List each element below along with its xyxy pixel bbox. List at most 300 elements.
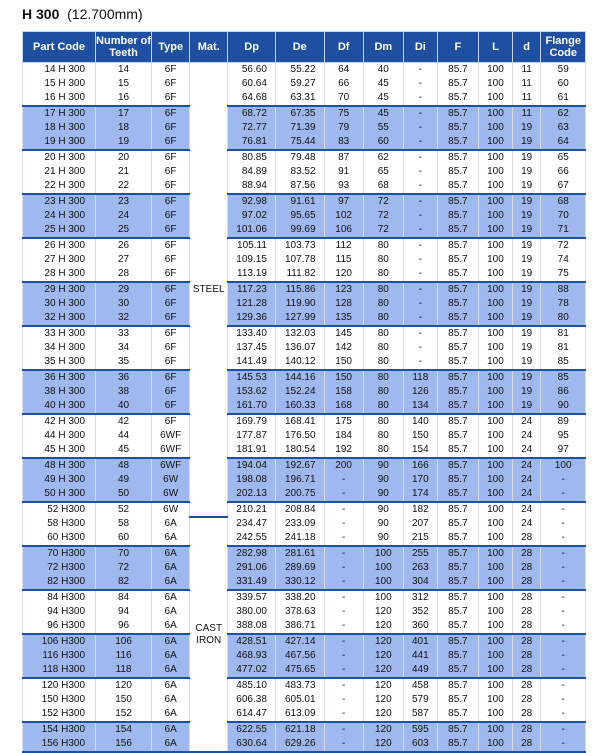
flange-code-cell: - xyxy=(541,737,586,751)
di-cell: 154 xyxy=(403,443,437,458)
dp-cell: 331.49 xyxy=(228,575,276,590)
page-title xyxy=(22,5,143,23)
f-cell: 85.7 xyxy=(437,546,478,561)
table-row xyxy=(23,326,586,341)
de-cell: 427.14 xyxy=(275,634,324,649)
d-cell: 19 xyxy=(512,121,541,135)
part-code-cell: 84 H300 xyxy=(23,590,96,605)
f-cell: 85.7 xyxy=(437,473,478,487)
df-cell: 70 xyxy=(324,91,363,106)
part-code-cell: 20 H 300 xyxy=(23,150,96,165)
table-row xyxy=(23,399,586,414)
col-header: F xyxy=(437,32,478,63)
de-cell: 95.65 xyxy=(275,209,324,223)
l-cell: 100 xyxy=(479,619,513,634)
df-cell: 75 xyxy=(324,106,363,121)
di-cell: 126 xyxy=(403,385,437,399)
d-cell: 19 xyxy=(512,282,541,297)
di-cell: 140 xyxy=(403,414,437,429)
dp-cell: 129.36 xyxy=(228,311,276,326)
dm-cell: 90 xyxy=(363,531,403,546)
teeth-cell: 17 xyxy=(96,106,152,121)
col-header: L xyxy=(479,32,513,63)
df-cell: 112 xyxy=(324,238,363,253)
dp-cell: 614.47 xyxy=(228,707,276,722)
d-cell: 19 xyxy=(512,179,541,194)
l-cell: 100 xyxy=(479,63,513,78)
d-cell: 28 xyxy=(512,546,541,561)
part-code-cell: 106 H300 xyxy=(23,634,96,649)
df-cell: 91 xyxy=(324,165,363,179)
d-cell: 19 xyxy=(512,209,541,223)
de-cell: 168.41 xyxy=(275,414,324,429)
dp-cell: 97.02 xyxy=(228,209,276,223)
dp-cell: 145.53 xyxy=(228,370,276,385)
type-cell: 6W xyxy=(152,487,190,502)
f-cell: 85.7 xyxy=(437,429,478,443)
dm-cell: 100 xyxy=(363,575,403,590)
teeth-cell: 33 xyxy=(96,326,152,341)
part-code-cell: 42 H 300 xyxy=(23,414,96,429)
f-cell: 85.7 xyxy=(437,194,478,209)
part-code-cell: 27 H 300 xyxy=(23,253,96,267)
df-cell: 106 xyxy=(324,223,363,238)
d-cell: 28 xyxy=(512,663,541,678)
flange-code-cell: - xyxy=(541,517,586,531)
dp-cell: 388.08 xyxy=(228,619,276,634)
df-cell: - xyxy=(324,575,363,590)
part-code-cell: 16 H 300 xyxy=(23,91,96,106)
dp-cell: 88.94 xyxy=(228,179,276,194)
d-cell: 11 xyxy=(512,106,541,121)
di-cell: 360 xyxy=(403,619,437,634)
de-cell: 119.90 xyxy=(275,297,324,311)
material-steel: STEEL xyxy=(190,63,228,518)
d-cell: 24 xyxy=(512,487,541,502)
dp-cell: 477.02 xyxy=(228,663,276,678)
type-cell: 6A xyxy=(152,561,190,575)
df-cell: 66 xyxy=(324,77,363,91)
f-cell: 85.7 xyxy=(437,150,478,165)
d-cell: 19 xyxy=(512,370,541,385)
de-cell: 281.61 xyxy=(275,546,324,561)
flange-code-cell: - xyxy=(541,473,586,487)
col-header: Flange Code xyxy=(541,32,586,63)
table-row xyxy=(23,165,586,179)
dp-cell: 117.23 xyxy=(228,282,276,297)
l-cell: 100 xyxy=(479,531,513,546)
teeth-cell: 60 xyxy=(96,531,152,546)
dp-cell: 339.57 xyxy=(228,590,276,605)
f-cell: 85.7 xyxy=(437,517,478,531)
dm-cell: 90 xyxy=(363,458,403,473)
di-cell: 134 xyxy=(403,399,437,414)
d-cell: 28 xyxy=(512,575,541,590)
type-cell: 6F xyxy=(152,355,190,370)
de-cell: 338.20 xyxy=(275,590,324,605)
de-cell: 111.82 xyxy=(275,267,324,282)
part-code-cell: 17 H 300 xyxy=(23,106,96,121)
table-row xyxy=(23,238,586,253)
de-cell: 63.31 xyxy=(275,91,324,106)
df-cell: - xyxy=(324,722,363,737)
de-cell: 152.24 xyxy=(275,385,324,399)
l-cell: 100 xyxy=(479,605,513,619)
f-cell: 85.7 xyxy=(437,722,478,737)
l-cell: 100 xyxy=(479,634,513,649)
table-row xyxy=(23,707,586,722)
dm-cell: 80 xyxy=(363,341,403,355)
df-cell: - xyxy=(324,737,363,751)
flange-code-cell: 62 xyxy=(541,106,586,121)
col-header: Di xyxy=(403,32,437,63)
df-cell: - xyxy=(324,663,363,678)
f-cell: 85.7 xyxy=(437,238,478,253)
f-cell: 85.7 xyxy=(437,297,478,311)
part-code-cell: 40 H 300 xyxy=(23,399,96,414)
dp-cell: 630.64 xyxy=(228,737,276,751)
part-code-cell: 150 H300 xyxy=(23,693,96,707)
teeth-cell: 82 xyxy=(96,575,152,590)
d-cell: 28 xyxy=(512,531,541,546)
de-cell: 330.12 xyxy=(275,575,324,590)
model-name: H 300 xyxy=(22,6,60,22)
part-code-cell: 38 H 300 xyxy=(23,385,96,399)
de-cell: 629.26 xyxy=(275,737,324,751)
dm-cell: 80 xyxy=(363,399,403,414)
table-row xyxy=(23,385,586,399)
dm-cell: 120 xyxy=(363,737,403,751)
d-cell: 28 xyxy=(512,678,541,693)
type-cell: 6F xyxy=(152,414,190,429)
teeth-cell: 30 xyxy=(96,297,152,311)
de-cell: 475.65 xyxy=(275,663,324,678)
table-row xyxy=(23,414,586,429)
dp-cell: 137.45 xyxy=(228,341,276,355)
dp-cell: 121.28 xyxy=(228,297,276,311)
flange-code-cell: 81 xyxy=(541,326,586,341)
d-cell: 19 xyxy=(512,341,541,355)
df-cell: - xyxy=(324,502,363,517)
flange-code-cell: 97 xyxy=(541,443,586,458)
df-cell: 79 xyxy=(324,121,363,135)
teeth-cell: 29 xyxy=(96,282,152,297)
dm-cell: 80 xyxy=(363,297,403,311)
d-cell: 19 xyxy=(512,355,541,370)
teeth-cell: 96 xyxy=(96,619,152,634)
di-cell: - xyxy=(403,311,437,326)
d-cell: 28 xyxy=(512,619,541,634)
d-cell: 28 xyxy=(512,561,541,575)
dp-cell: 242.55 xyxy=(228,531,276,546)
f-cell: 85.7 xyxy=(437,121,478,135)
l-cell: 100 xyxy=(479,502,513,517)
de-cell: 132.03 xyxy=(275,326,324,341)
part-code-cell: 15 H 300 xyxy=(23,77,96,91)
f-cell: 85.7 xyxy=(437,253,478,267)
flange-code-cell: - xyxy=(541,722,586,737)
type-cell: 6F xyxy=(152,267,190,282)
di-cell: 352 xyxy=(403,605,437,619)
flange-code-cell: 80 xyxy=(541,311,586,326)
col-header: Type xyxy=(152,32,190,63)
df-cell: 83 xyxy=(324,135,363,150)
table-row xyxy=(23,473,586,487)
flange-code-cell: 74 xyxy=(541,253,586,267)
flange-code-cell: 68 xyxy=(541,194,586,209)
d-cell: 19 xyxy=(512,165,541,179)
type-cell: 6F xyxy=(152,209,190,223)
table-row xyxy=(23,737,586,751)
di-cell: 579 xyxy=(403,693,437,707)
flange-code-cell: 63 xyxy=(541,121,586,135)
df-cell: - xyxy=(324,649,363,663)
di-cell: - xyxy=(403,135,437,150)
teeth-cell: 116 xyxy=(96,649,152,663)
sprocket-table-container xyxy=(22,31,586,751)
flange-code-cell: 65 xyxy=(541,150,586,165)
header-row xyxy=(23,32,586,63)
l-cell: 100 xyxy=(479,399,513,414)
di-cell: 304 xyxy=(403,575,437,590)
d-cell: 19 xyxy=(512,238,541,253)
f-cell: 85.7 xyxy=(437,135,478,150)
table-row xyxy=(23,561,586,575)
di-cell: 255 xyxy=(403,546,437,561)
f-cell: 85.7 xyxy=(437,634,478,649)
di-cell: - xyxy=(403,326,437,341)
table-row xyxy=(23,297,586,311)
d-cell: 19 xyxy=(512,150,541,165)
f-cell: 85.7 xyxy=(437,619,478,634)
de-cell: 208.84 xyxy=(275,502,324,517)
dp-cell: 84.89 xyxy=(228,165,276,179)
table-row xyxy=(23,502,586,517)
part-code-cell: 21 H 300 xyxy=(23,165,96,179)
dm-cell: 40 xyxy=(363,63,403,78)
di-cell: 182 xyxy=(403,502,437,517)
part-code-cell: 29 H 300 xyxy=(23,282,96,297)
dm-cell: 100 xyxy=(363,561,403,575)
type-cell: 6A xyxy=(152,531,190,546)
table-row xyxy=(23,605,586,619)
part-code-cell: 36 H 300 xyxy=(23,370,96,385)
part-code-cell: 18 H 300 xyxy=(23,121,96,135)
teeth-cell: 40 xyxy=(96,399,152,414)
flange-code-cell: - xyxy=(541,707,586,722)
flange-code-cell: 67 xyxy=(541,179,586,194)
dp-cell: 109.15 xyxy=(228,253,276,267)
f-cell: 85.7 xyxy=(437,385,478,399)
flange-code-cell: 75 xyxy=(541,267,586,282)
df-cell: - xyxy=(324,546,363,561)
l-cell: 100 xyxy=(479,267,513,282)
f-cell: 85.7 xyxy=(437,737,478,751)
dm-cell: 120 xyxy=(363,649,403,663)
flange-code-cell: - xyxy=(541,619,586,634)
l-cell: 100 xyxy=(479,135,513,150)
teeth-cell: 32 xyxy=(96,311,152,326)
f-cell: 85.7 xyxy=(437,267,478,282)
de-cell: 289.69 xyxy=(275,561,324,575)
flange-code-cell: - xyxy=(541,575,586,590)
f-cell: 85.7 xyxy=(437,341,478,355)
di-cell: 603 xyxy=(403,737,437,751)
df-cell: - xyxy=(324,487,363,502)
l-cell: 100 xyxy=(479,707,513,722)
df-cell: 135 xyxy=(324,311,363,326)
l-cell: 100 xyxy=(479,238,513,253)
de-cell: 176.50 xyxy=(275,429,324,443)
de-cell: 115.86 xyxy=(275,282,324,297)
table-row xyxy=(23,135,586,150)
part-code-cell: 94 H300 xyxy=(23,605,96,619)
dm-cell: 90 xyxy=(363,487,403,502)
table-body xyxy=(23,63,586,752)
d-cell: 11 xyxy=(512,77,541,91)
f-cell: 85.7 xyxy=(437,693,478,707)
teeth-cell: 70 xyxy=(96,546,152,561)
type-cell: 6WF xyxy=(152,429,190,443)
l-cell: 100 xyxy=(479,678,513,693)
dp-cell: 234.47 xyxy=(228,517,276,531)
flange-code-cell: - xyxy=(541,487,586,502)
teeth-cell: 150 xyxy=(96,693,152,707)
l-cell: 100 xyxy=(479,575,513,590)
flange-code-cell: 59 xyxy=(541,63,586,78)
dp-cell: 202.13 xyxy=(228,487,276,502)
table-row xyxy=(23,443,586,458)
f-cell: 85.7 xyxy=(437,502,478,517)
f-cell: 85.7 xyxy=(437,414,478,429)
df-cell: - xyxy=(324,531,363,546)
d-cell: 28 xyxy=(512,737,541,751)
table-row xyxy=(23,179,586,194)
dm-cell: 72 xyxy=(363,209,403,223)
di-cell: 595 xyxy=(403,722,437,737)
flange-code-cell: 88 xyxy=(541,282,586,297)
part-code-cell: 44 H 300 xyxy=(23,429,96,443)
df-cell: 87 xyxy=(324,150,363,165)
teeth-cell: 120 xyxy=(96,678,152,693)
flange-code-cell: 60 xyxy=(541,77,586,91)
di-cell: 312 xyxy=(403,590,437,605)
df-cell: - xyxy=(324,605,363,619)
dm-cell: 90 xyxy=(363,517,403,531)
f-cell: 85.7 xyxy=(437,443,478,458)
dp-cell: 68.72 xyxy=(228,106,276,121)
de-cell: 196.71 xyxy=(275,473,324,487)
teeth-cell: 21 xyxy=(96,165,152,179)
dp-cell: 133.40 xyxy=(228,326,276,341)
teeth-cell: 20 xyxy=(96,150,152,165)
dm-cell: 120 xyxy=(363,707,403,722)
flange-code-cell: - xyxy=(541,605,586,619)
l-cell: 100 xyxy=(479,722,513,737)
dp-cell: 380.00 xyxy=(228,605,276,619)
dm-cell: 80 xyxy=(363,311,403,326)
teeth-cell: 36 xyxy=(96,370,152,385)
table-row xyxy=(23,619,586,634)
type-cell: 6F xyxy=(152,326,190,341)
l-cell: 100 xyxy=(479,517,513,531)
dm-cell: 90 xyxy=(363,502,403,517)
d-cell: 19 xyxy=(512,385,541,399)
part-code-cell: 82 H300 xyxy=(23,575,96,590)
di-cell: - xyxy=(403,194,437,209)
dp-cell: 198.08 xyxy=(228,473,276,487)
d-cell: 24 xyxy=(512,502,541,517)
de-cell: 180.54 xyxy=(275,443,324,458)
part-code-cell: 23 H 300 xyxy=(23,194,96,209)
pitch-label: (12.700mm) xyxy=(67,6,143,22)
type-cell: 6A xyxy=(152,678,190,693)
table-row xyxy=(23,634,586,649)
dm-cell: 80 xyxy=(363,414,403,429)
di-cell: 174 xyxy=(403,487,437,502)
df-cell: - xyxy=(324,517,363,531)
di-cell: - xyxy=(403,77,437,91)
l-cell: 100 xyxy=(479,649,513,663)
de-cell: 621.18 xyxy=(275,722,324,737)
de-cell: 613.09 xyxy=(275,707,324,722)
f-cell: 85.7 xyxy=(437,106,478,121)
d-cell: 19 xyxy=(512,267,541,282)
di-cell: - xyxy=(403,282,437,297)
flange-code-cell: - xyxy=(541,561,586,575)
part-code-cell: 116 H300 xyxy=(23,649,96,663)
flange-code-cell: 78 xyxy=(541,297,586,311)
table-row xyxy=(23,150,586,165)
col-header: Df xyxy=(324,32,363,63)
flange-code-cell: - xyxy=(541,634,586,649)
type-cell: 6A xyxy=(152,634,190,649)
part-code-cell: 49 H 300 xyxy=(23,473,96,487)
dp-cell: 80.85 xyxy=(228,150,276,165)
df-cell: - xyxy=(324,619,363,634)
df-cell: 97 xyxy=(324,194,363,209)
df-cell: 93 xyxy=(324,179,363,194)
table-row xyxy=(23,282,586,297)
teeth-cell: 35 xyxy=(96,355,152,370)
col-header: Dp xyxy=(228,32,276,63)
dm-cell: 120 xyxy=(363,619,403,634)
f-cell: 85.7 xyxy=(437,326,478,341)
de-cell: 136.07 xyxy=(275,341,324,355)
dp-cell: 56.60 xyxy=(228,63,276,78)
l-cell: 100 xyxy=(479,487,513,502)
teeth-cell: 156 xyxy=(96,737,152,751)
df-cell: 145 xyxy=(324,326,363,341)
l-cell: 100 xyxy=(479,355,513,370)
df-cell: - xyxy=(324,473,363,487)
table-row xyxy=(23,722,586,737)
flange-code-cell: - xyxy=(541,531,586,546)
type-cell: 6F xyxy=(152,385,190,399)
f-cell: 85.7 xyxy=(437,399,478,414)
l-cell: 100 xyxy=(479,194,513,209)
teeth-cell: 49 xyxy=(96,473,152,487)
df-cell: 64 xyxy=(324,63,363,78)
table-row xyxy=(23,209,586,223)
part-code-cell: 22 H 300 xyxy=(23,179,96,194)
df-cell: 158 xyxy=(324,385,363,399)
df-cell: 168 xyxy=(324,399,363,414)
table-row xyxy=(23,355,586,370)
de-cell: 79.48 xyxy=(275,150,324,165)
dp-cell: 485.10 xyxy=(228,678,276,693)
teeth-cell: 106 xyxy=(96,634,152,649)
